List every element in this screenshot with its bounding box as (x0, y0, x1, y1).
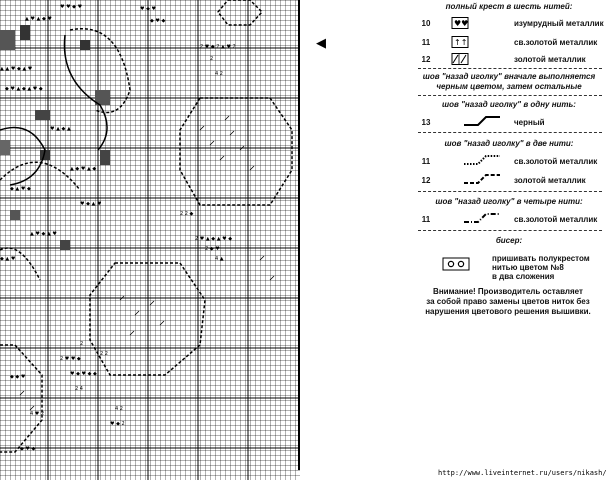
warning-line-2: за собой право замены цветов ниток без (426, 297, 590, 306)
legend-row-name: св.золотой металлик (514, 38, 598, 47)
svg-text:2: 2 (210, 56, 214, 62)
symbol-glyphs (0, 4, 236, 452)
legend-row-number: 12 (421, 176, 431, 185)
dashed-backstitch-icon (462, 172, 502, 186)
svg-text:♥ ◆ ♥: ♥ ◆ ♥ (140, 6, 156, 12)
svg-text:♥ ▲ ◆ ▲: ♥ ▲ ◆ ▲ (50, 126, 71, 132)
svg-text:2 2 ◆: 2 2 ◆ (180, 211, 194, 217)
legend-divider (418, 132, 602, 133)
svg-text:2 ◆ ♥: 2 ◆ ♥ (205, 246, 220, 252)
slashes-icon (446, 53, 474, 65)
svg-text:2 ♥ ▲ ◆ ▲ ♥ ◆: 2 ♥ ▲ ◆ ▲ ♥ ◆ (195, 236, 233, 242)
backstitch-two-heading: шов "назад иголку" в две нити: (444, 139, 574, 148)
legend-divider (418, 230, 602, 231)
heart-pair-icon (446, 17, 474, 29)
backstitch-note-line-2: черным цветом, затем остальные (436, 82, 582, 91)
svg-text:◆ ♥ ◆: ◆ ♥ ◆ (20, 446, 36, 452)
svg-text:◆ ♥ ▲ ◆ ▲ ♥ ◆: ◆ ♥ ▲ ◆ ▲ ♥ ◆ (5, 86, 43, 92)
warning-line-3: нарушения цветового решения вышивки. (425, 307, 591, 316)
bead-icon (442, 257, 470, 271)
svg-text:↑↑: ↑↑ (454, 38, 468, 47)
beads-text-line-1: пришивать полукрестом (492, 254, 590, 263)
cross-stitch-chart (0, 0, 300, 480)
svg-text:♥ ◆ 2: ♥ ◆ 2 (110, 421, 125, 427)
solid-backstitch-icon (462, 114, 502, 128)
svg-text:◆ ▲ ♥ ◆: ◆ ▲ ♥ ◆ (10, 186, 31, 192)
legend-row-number: 10 (421, 19, 431, 28)
left-arrow-icon: ◀ (316, 35, 326, 50)
legend-row-name: черный (514, 118, 545, 127)
dash-dot-backstitch-icon (462, 211, 502, 225)
legend-divider (418, 191, 602, 192)
legend-panel (418, 0, 608, 480)
legend-row-name: золотой металлик (514, 176, 586, 185)
svg-text:2 ♥ ◆ 2 ▲ ♥ 2: 2 ♥ ◆ 2 ▲ ♥ 2 (200, 44, 236, 50)
chart-drawing (0, 0, 300, 480)
svg-text:♥♥: ♥♥ (454, 19, 469, 28)
svg-text:2 2: 2 2 (100, 351, 108, 357)
beads-text-line-2: нитью цветом №8 (492, 263, 564, 272)
legend-divider (418, 68, 602, 69)
legend-row-number: 11 (421, 38, 431, 47)
legend-row-number: 11 (421, 215, 431, 224)
backstitch-four-heading: шов "назад иголку" в четыре нити: (435, 197, 583, 206)
legend-row-number: 11 (421, 157, 431, 166)
footer-url[interactable]: http://www.liveinternet.ru/users/nikash/ (438, 469, 607, 477)
legend-row-number: 12 (421, 55, 431, 64)
svg-text:2 ♥ ♥ ◆: 2 ♥ ♥ ◆ (60, 356, 81, 362)
dotted-backstitch-icon (462, 153, 502, 167)
beads-text-line-3: в два сложения (492, 272, 555, 281)
svg-text:◆ ♥ ◆: ◆ ♥ ◆ (150, 18, 166, 24)
svg-text:4 2: 4 2 (115, 406, 123, 412)
backstitch-one-heading: шов "назад иголку" в одну нить: (442, 100, 576, 109)
svg-text:2: 2 (80, 341, 84, 347)
up-arrows-icon (446, 36, 474, 48)
svg-text:♥ ◆ ▲ ♥: ♥ ◆ ▲ ♥ (80, 201, 102, 207)
backstitch-note-line-1: шов "назад иголку" вначале выполняется (422, 72, 596, 81)
full-cross-heading: полный крест в шесть нитей: (445, 2, 573, 11)
major-grid (0, 0, 300, 480)
svg-text:◆ ▲ ♥: ◆ ▲ ♥ (0, 256, 16, 262)
svg-text:♥ ♥ ◆ ♥: ♥ ♥ ◆ ♥ (60, 4, 83, 10)
symbol-block (0, 25, 110, 250)
svg-text:2 4: 2 4 (75, 386, 83, 392)
svg-text:▲ ◆ ♥ ▲ ◆: ▲ ◆ ♥ ▲ ◆ (70, 166, 97, 172)
beads-heading: бисер: (495, 236, 523, 245)
svg-text:▲ ♥ ▲ ◆ ♥: ▲ ♥ ▲ ◆ ♥ (25, 16, 52, 22)
solid-outlines (0, 35, 107, 185)
legend-divider (418, 95, 602, 96)
legend-row-name: св.золотой металлик (514, 215, 598, 224)
legend-row-name: св.золотой металлик (514, 157, 598, 166)
svg-text:◆ ◆ ♥: ◆ ◆ ♥ (10, 374, 26, 380)
svg-text:♥ ◆ ♥ ◆ ◆: ♥ ◆ ♥ ◆ ◆ (70, 371, 97, 377)
warning-line-1: Внимание! Производитель оставляет (433, 287, 583, 296)
legend-row-number: 13 (421, 118, 431, 127)
svg-text:4 ▲: 4 ▲ (215, 256, 224, 262)
svg-text:▲ ▲ ♥ ◆ ▲ ♥: ▲ ▲ ♥ ◆ ▲ ♥ (0, 66, 33, 72)
legend-row-name: изумрудный металлик (514, 19, 604, 28)
svg-text:4 2: 4 2 (215, 71, 223, 77)
legend-row-name: золотой металлик (514, 55, 586, 64)
svg-text:▲ ♥ ◆ ▲ ♥: ▲ ♥ ◆ ▲ ♥ (30, 231, 57, 237)
svg-text:4 ♥ 2: 4 ♥ 2 (30, 411, 45, 417)
